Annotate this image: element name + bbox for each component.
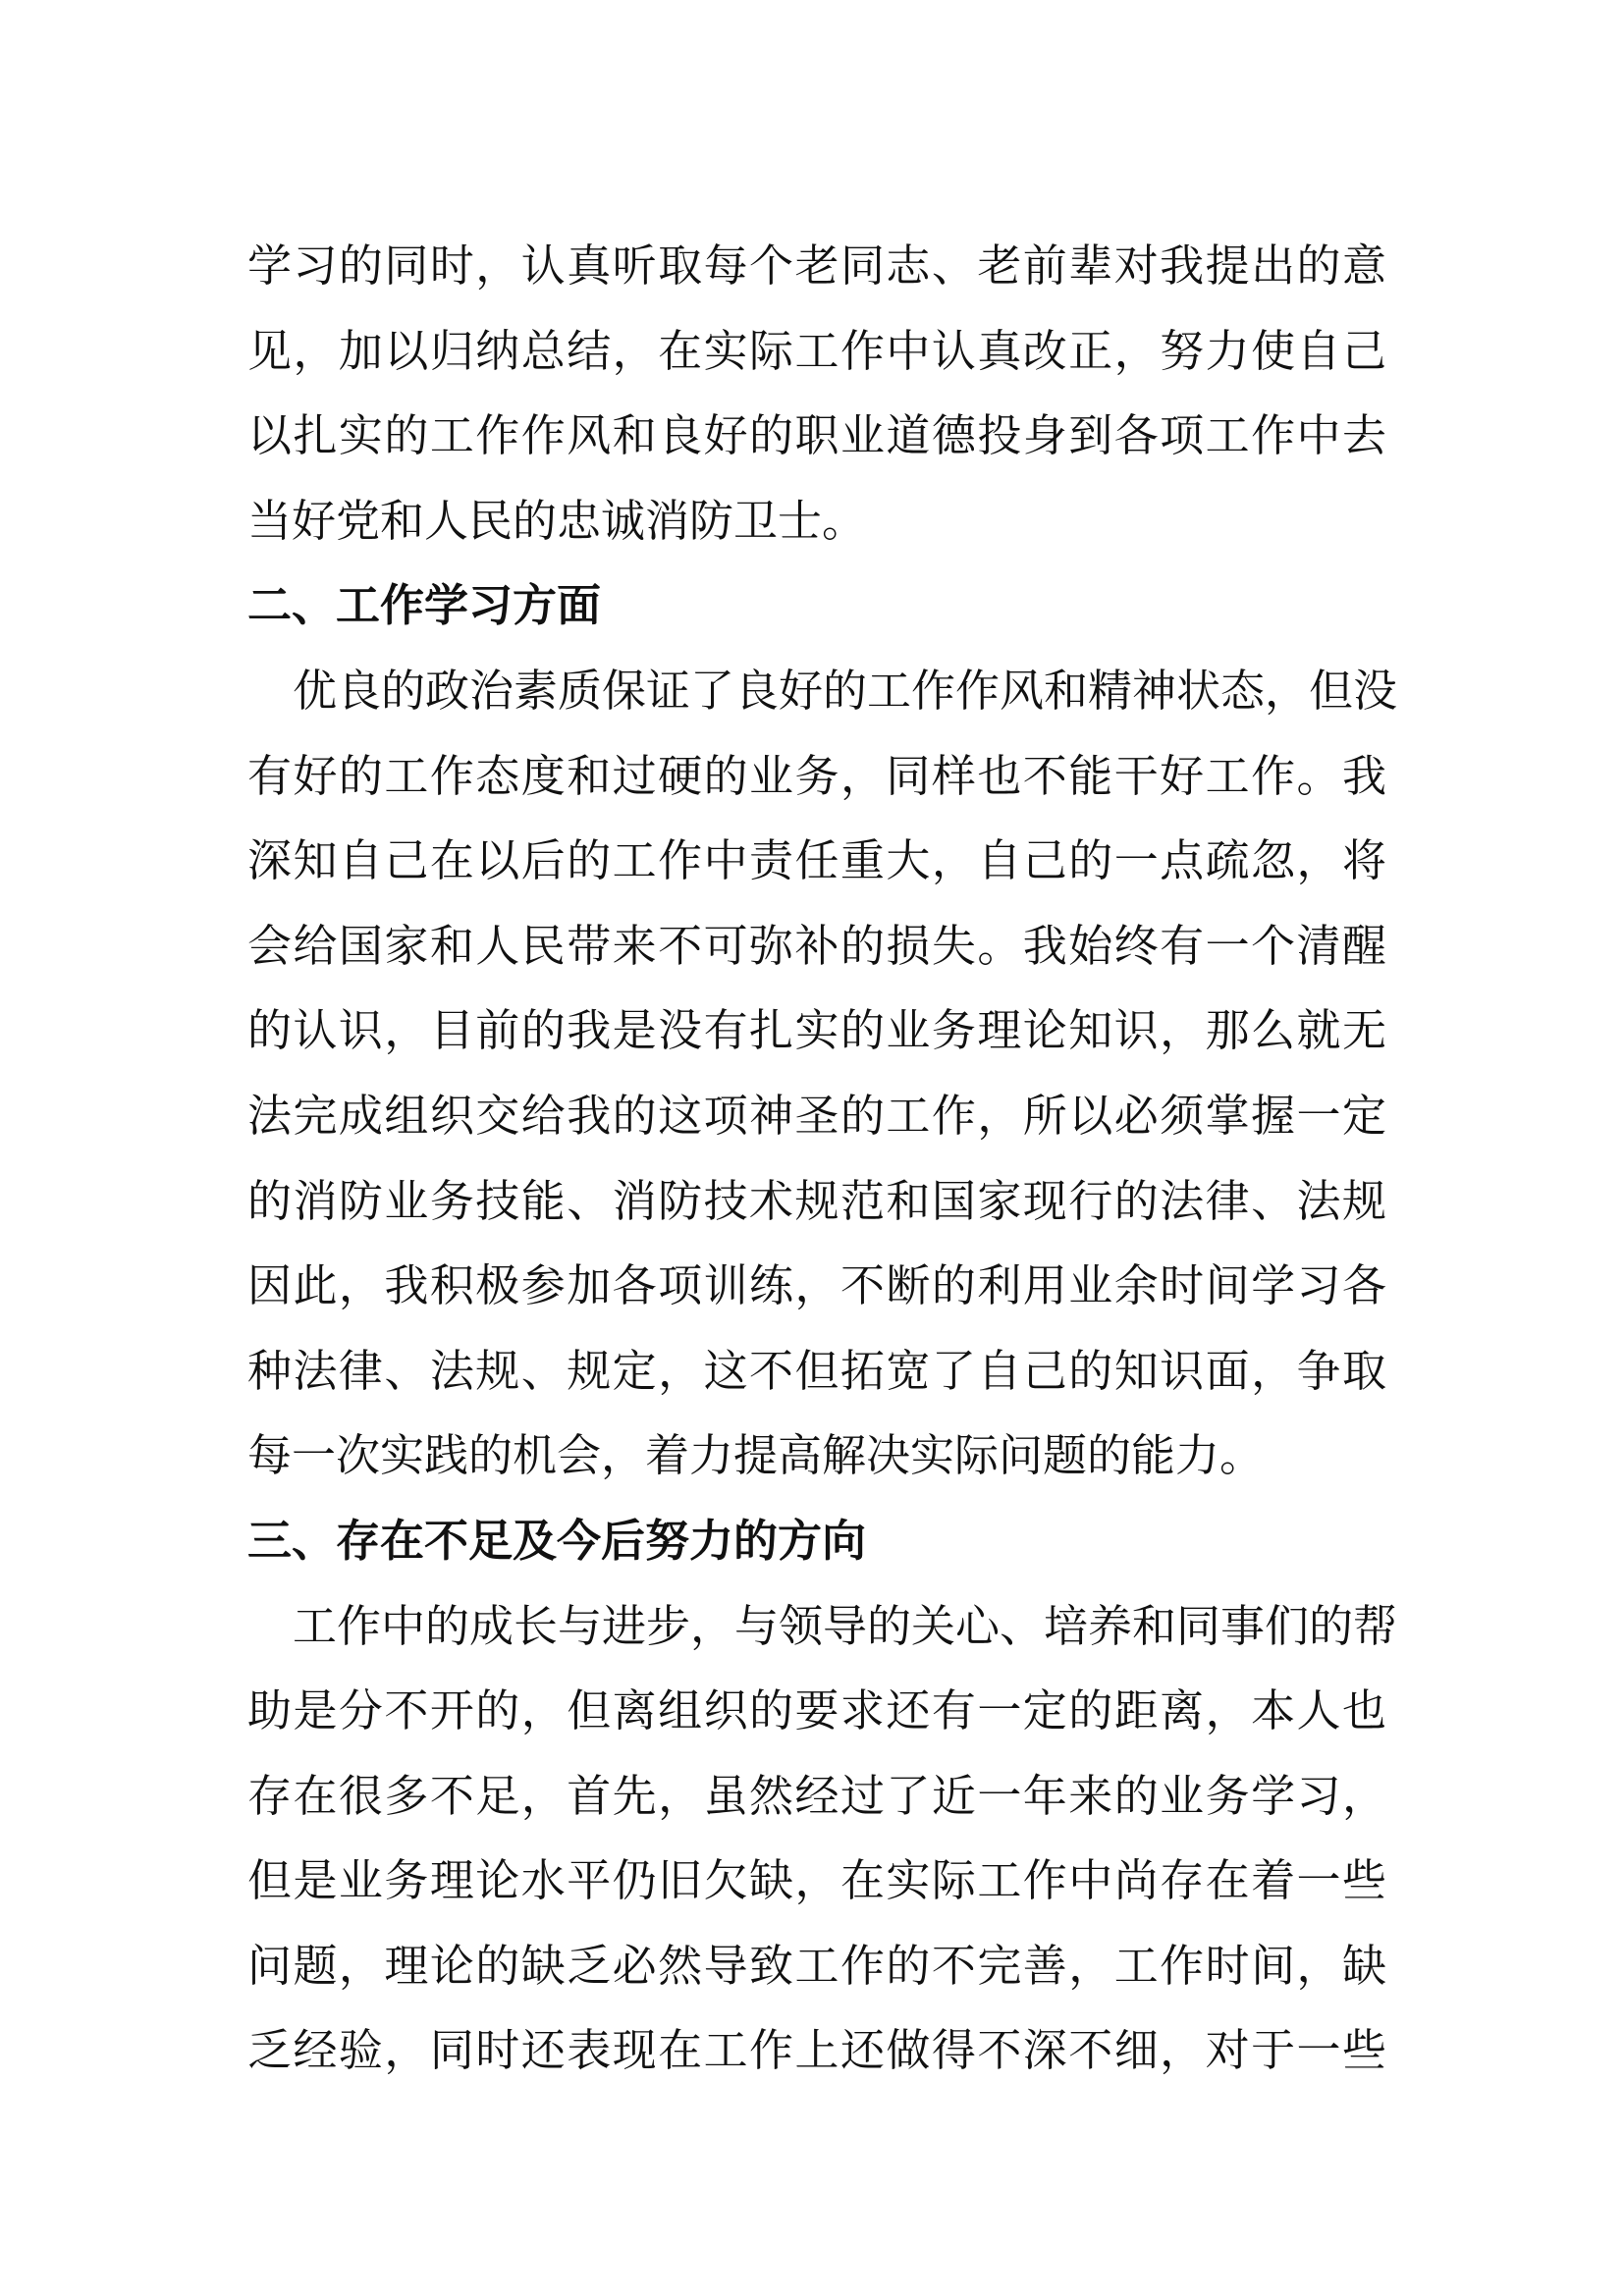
paragraph-line: 的消防业务技能、消防技术规范和国家现行的法律、法规 (247, 1174, 1386, 1227)
paragraph-line: 的认识，目前的我是没有扎实的业务理论知识，那么就无 (247, 1004, 1386, 1057)
paragraph-line: 种法律、法规、规定，这不但拓宽了自己的知识面，争取 (247, 1344, 1386, 1397)
paragraph-line: 法完成组织交给我的这项神圣的工作，所以必须掌握一定 (247, 1089, 1386, 1142)
paragraph-line: 因此，我积极参加各项训练，不断的利用业余时间学习各 (247, 1259, 1386, 1312)
paragraph-line: 有好的工作态度和过硬的业务，同样也不能干好工作。我 (247, 749, 1386, 802)
paragraph-line: 存在很多不足，首先，虽然经过了近一年来的业务学习， (247, 1769, 1386, 1822)
section-heading: 二、工作学习方面 (247, 579, 602, 632)
paragraph-line: 见，加以归纳总结，在实际工作中认真改正，努力使自己 (247, 324, 1386, 377)
paragraph-line: 当好党和人民的忠诚消防卫士。 (247, 494, 867, 547)
paragraph-line: 工作中的成长与进步，与领导的关心、培养和同事们的帮 (293, 1599, 1398, 1652)
paragraph-line: 乏经验，同时还表现在工作上还做得不深不细，对于一些 (247, 2024, 1386, 2077)
paragraph-line: 学习的同时，认真听取每个老同志、老前辈对我提出的意 (247, 240, 1386, 292)
section-heading: 三、存在不足及今后努力的方向 (247, 1514, 867, 1567)
paragraph-line: 会给国家和人民带来不可弥补的损失。我始终有一个清醒 (247, 919, 1386, 972)
document-body (247, 224, 1398, 2094)
paragraph-line: 以扎实的工作作风和良好的职业道德投身到各项工作中去 (247, 409, 1386, 462)
paragraph-line: 每一次实践的机会，着力提高解决实际问题的能力。 (247, 1429, 1265, 1482)
paragraph-line: 但是业务理论水平仍旧欠缺，在实际工作中尚存在着一些 (247, 1854, 1386, 1907)
paragraph-line: 优良的政治素质保证了良好的工作作风和精神状态，但没 (293, 664, 1398, 717)
paragraph-line: 问题，理论的缺乏必然导致工作的不完善，工作时间，缺 (247, 1939, 1386, 1992)
paragraph-line: 深知自己在以后的工作中责任重大，自己的一点疏忽，将 (247, 834, 1386, 887)
paragraph-line: 助是分不开的，但离组织的要求还有一定的距离，本人也 (247, 1684, 1386, 1737)
